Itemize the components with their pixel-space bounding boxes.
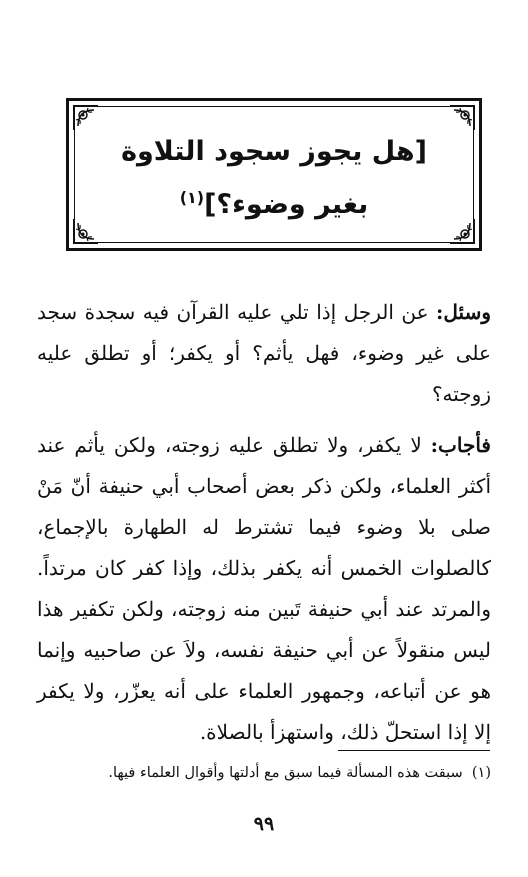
corner-ornament-icon xyxy=(448,104,476,132)
footnote xyxy=(37,760,491,786)
corner-ornament-icon xyxy=(72,217,100,245)
page-number: ٩٩ xyxy=(253,813,275,835)
question-paragraph xyxy=(37,292,491,415)
footnote-marker: (١) xyxy=(471,765,491,781)
footnote-text: سبقت هذه المسألة فيما سبق مع أدلتها وأقوال العلماء فيها. xyxy=(108,765,463,781)
footnote-separator xyxy=(338,750,490,751)
answer-text: لا يكفر، ولا تطلق عليه زوجته، ولكن يأثم عند أكثر العلماء، ولكن ذكر بعض أصحاب أبي حنيفة أنّ مَنْ صلى بلا وضوء فيما تشترط له الطهارة بالإجماع، كالصلوات الخمس أنه يكفر بذلك، وإذا كفر كان مرتداً. والمرتد عند أبي حنيفة تَبين منه زوجته، ولكن تكفير هذا ليس منقولاً عن أبي حنيفة نفسه، ولاَ عن صاحبيه وإنما هو عن أتباعه، وجمهور العلماء على أنه يعزّر، ولا يكفر إلا إذا استحلّ ذلك، واستهزأ بالصلاة. xyxy=(37,433,491,744)
chapter-title-line-2-text: بغير وضوء؟] xyxy=(204,189,369,220)
corner-ornament-icon xyxy=(72,104,100,132)
chapter-title-line-2 xyxy=(109,175,439,228)
question-text: عن الرجل إذا تلي عليه القرآن فيه سجدة سجد على غير وضوء، فهل يأثم؟ أو يكفر؛ أو تطلق عليه زوجته؟ xyxy=(37,300,491,406)
footnote-reference: (١) xyxy=(179,188,205,207)
title-frame xyxy=(66,98,482,251)
corner-ornament-icon xyxy=(448,217,476,245)
chapter-title-line-1: [هل يجوز سجود التلاوة xyxy=(121,136,427,167)
answer-paragraph xyxy=(37,425,491,753)
answer-lead: فأجاب: xyxy=(430,433,491,457)
chapter-title xyxy=(109,129,439,228)
question-lead: وسئل: xyxy=(436,300,491,324)
